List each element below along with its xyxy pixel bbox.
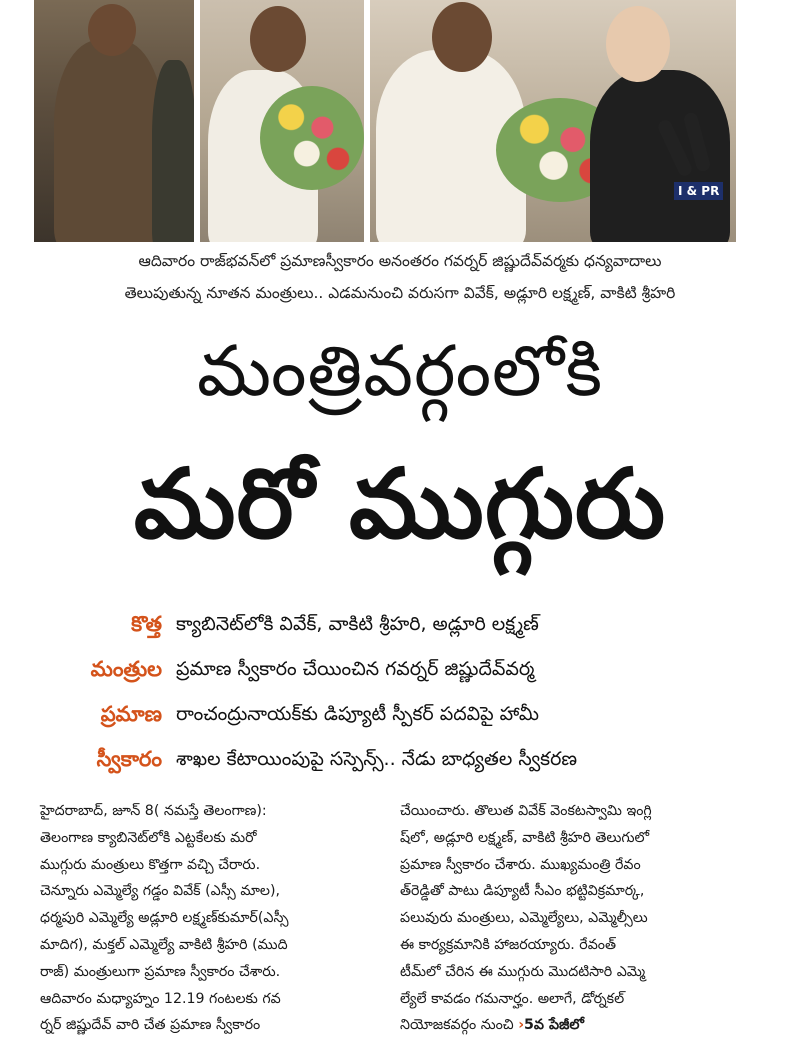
deck-subheads [176, 602, 736, 782]
head-shape [250, 6, 306, 72]
plaque-ipr: I & PR [674, 182, 723, 200]
body-line: పలువురు మంత్రులు, ఎమ్మెల్యేలు, ఎమ్మెల్సీలు [400, 910, 648, 927]
body-line: ల్యేలే కావడం గమనార్హం. అలాగే, డోర్నకల్ [400, 990, 625, 1007]
deck-line: క్యాబినెట్‌లోకి వివేక్, వాకిటి శ్రీహరి, అడ్లూరి లక్ష్మణ్ [176, 613, 539, 635]
body-last-line [400, 1012, 752, 1039]
body-line: ఆదివారం మధ్యాహ్నం 12.19 గంటలకు గవ [40, 990, 281, 1007]
deck-line: ప్రమాణ స్వీకారం చేయించిన గవర్నర్ జిష్ణుదేవ్‌వర్మ [176, 658, 535, 680]
body-line: ముగ్గురు మంత్రులు కొత్తగా వచ్చి చేరారు. [40, 856, 261, 873]
body-line: టీమ్‌లో చేరిన ఈ ముగ్గురు మొదటిసారి ఎమ్మె [400, 963, 646, 980]
photo-caption-line-2: తెలుపుతున్న నూతన మంత్రులు.. ఎడమనుంచి వరుసగా వివేక్, అడ్లూరి లక్ష్మణ్, వాకిటి శ్రీహరి [124, 284, 676, 302]
photo-vakiti-srihari [370, 0, 736, 242]
body-line: ప్రమాణ స్వీకారం చేశారు. ముఖ్యమంత్రి రేవం [400, 856, 641, 873]
body-line: చెన్నూరు ఎమ్మెల్యే గడ్డం వివేక్ (ఎస్సీ మాల), [40, 883, 280, 900]
body-line: రాజ్) మంత్రులుగా ప్రమాణ స్వీకారం చేశారు. [40, 963, 281, 980]
kicker-line: మంత్రుల [90, 657, 162, 681]
body-line: తెలంగాణ క్యాబినెట్‌లోకి ఎట్టకేలకు మరో [40, 829, 257, 846]
body-line: హైదరాబాద్, జూన్ 8( నమస్తే తెలంగాణ): [40, 803, 267, 819]
photo-strip [34, 0, 736, 242]
kicker-line: కొత్త [131, 612, 162, 636]
headline-line-2: మరో ముగ్గురు [133, 448, 667, 560]
body-line-text: నియోజకవర్గం నుంచి [400, 1017, 519, 1034]
head-shape [88, 4, 136, 56]
kicker-line: ప్రమాణ [100, 702, 162, 726]
body-line: ర్నర్ జిష్ణుదేవ్ వారి చేత ప్రమాణ స్వీకారం [40, 1017, 261, 1034]
continued-page-link[interactable]: 5వ పేజీలో [524, 1017, 585, 1034]
body-line: త్‌రెడ్డితో పాటు డిప్యూటీ సీఎం భట్టివిక్రమార్క, [400, 883, 645, 900]
body-line: చేయించారు. తొలుత వివేక్ వెంకటస్వామి ఇంగ్లి [400, 803, 652, 819]
head-shape [432, 2, 492, 72]
body-column-right [400, 798, 752, 1039]
body-line: ష్‌లో, అడ్లూరి లక్ష్మణ్, వాకిటి శ్రీహరి తెలుగులో [400, 829, 650, 846]
jump-arrow-icon: › [518, 1017, 525, 1034]
body-line: ఈ కార్యక్రమానికి హాజరయ్యారు. రేవంత్ [400, 936, 617, 953]
head-shape [606, 6, 670, 82]
figure-shape [54, 40, 164, 242]
figure-shape [152, 60, 194, 242]
kicker-line: స్వీకారం [96, 747, 162, 771]
headline-line-1: మంత్రివర్గంలోకి [197, 330, 603, 412]
deck-line: రాంచంద్రునాయక్‌కు డిప్యూటీ స్పీకర్ పదవిపై హామీ [176, 703, 540, 725]
kicker [40, 602, 162, 782]
photo-adluri-laxman [200, 0, 364, 242]
deck-line: శాఖల కేటాయింపుపై సస్పెన్స్.. నేడు బాధ్యతల స్వీకరణ [176, 748, 578, 770]
body-column-left [40, 798, 380, 1039]
figure-shape [590, 70, 730, 242]
bouquet-shape [260, 86, 364, 190]
photo-caption-line-1: ఆదివారం రాజ్‌భవన్‌లో ప్రమాణస్వీకారం అనంతరం గవర్నర్ జిష్ణుదేవ్‌వర్మకు ధన్యవాదాలు [138, 252, 662, 270]
body-line: ధర్మపురి ఎమ్మెల్యే అడ్లూరి లక్ష్మణ్‌కుమార్(ఎస్సీ [40, 910, 289, 927]
body-line: మాదిగ), మక్తల్ ఎమ్మెల్యే వాకిటి శ్రీహరి (ముది [40, 936, 288, 953]
photo-vivek-governor [34, 0, 194, 242]
